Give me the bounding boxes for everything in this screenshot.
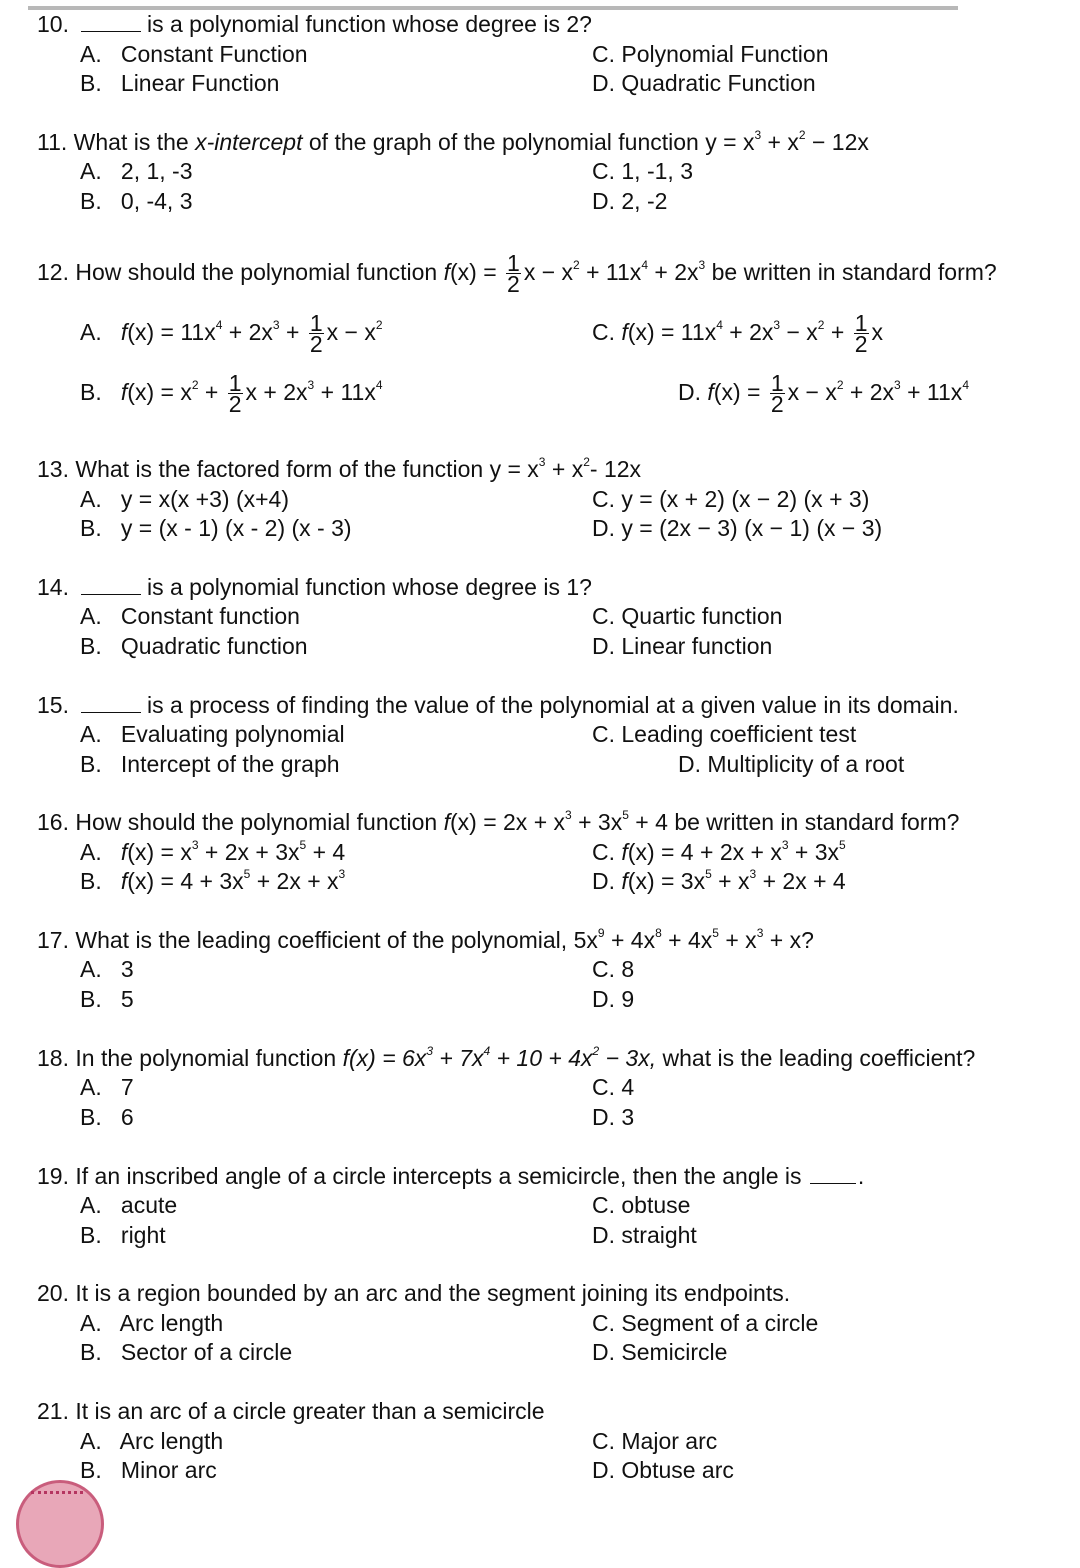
choice-11-c[interactable]: C. 1, -1, 3 xyxy=(592,158,693,184)
question-16: 16. How should the polynomial function $f(x) = 2x + x^3 + 3x^5 + 4$ be written in standard form? xyxy=(37,808,960,835)
question-number: 10. xyxy=(37,11,69,37)
question-17: 17. What is the leading coefficient of the polynomial, $5x^9 + 4x^8 + 4x^5 + x^3 + x$? xyxy=(37,926,814,953)
choice-16-b[interactable]: B. $f(x) = 4 + 3x^5 + 2x + x^3$ xyxy=(80,867,346,894)
choice-17-a[interactable]: A. 3 xyxy=(80,956,134,982)
question-12: 12. How should the polynomial function f(x) = $\frac{1}{2}$ $x - x^2 + 11x^4 + 2x^3$ be written in standard form? xyxy=(37,250,997,298)
choice-12-a[interactable]: A. $f(x) = 11x^4 + 2x^3$ + $\frac{1}{2}$ $x - x^2$ xyxy=(80,310,383,358)
choice-10-b[interactable]: B. Linear Function xyxy=(80,70,280,96)
question-19: 19. If an inscribed angle of a circle intercepts a semicircle, then the angle is . xyxy=(37,1163,865,1189)
choice-11-d[interactable]: D. 2, -2 xyxy=(592,188,668,214)
choice-20-a[interactable]: A. Arc length xyxy=(80,1310,224,1336)
choice-11-a[interactable]: A. 2, 1, -3 xyxy=(80,158,193,184)
choice-20-c[interactable]: C. Segment of a circle xyxy=(592,1310,819,1336)
choice-14-c[interactable]: C. Quartic function xyxy=(592,603,783,629)
choice-13-d[interactable]: D. y = (2x − 3) (x − 1) (x − 3) xyxy=(592,515,883,541)
choice-18-d[interactable]: D. 3 xyxy=(592,1104,635,1130)
choice-12-b[interactable]: B. $f(x) = x^2$ + $\frac{1}{2}$ $x + 2x^3 + 11x^4$ xyxy=(80,370,383,418)
choice-16-d[interactable]: D. $f(x) = 3x^5 + x^3 + 2x + 4$ xyxy=(592,867,846,894)
question-15: 15. is a process of finding the value of the polynomial at a given value in its domain. xyxy=(37,692,959,718)
choice-18-a[interactable]: A. 7 xyxy=(80,1074,134,1100)
choice-20-d[interactable]: D. Semicircle xyxy=(592,1339,728,1365)
choice-21-a[interactable]: A. Arc length xyxy=(80,1428,224,1454)
choice-17-d[interactable]: D. 9 xyxy=(592,986,635,1012)
choice-13-b[interactable]: B. y = (x - 1) (x - 2) (x - 3) xyxy=(80,515,352,541)
choice-16-a[interactable]: A. $f(x) = x^3 + 2x + 3x^5 + 4$ xyxy=(80,838,346,865)
choice-11-b[interactable]: B. 0, -4, 3 xyxy=(80,188,193,214)
choice-12-d[interactable]: D. f(x) = $\frac{1}{2}$ $x - x^2 + 2x^3 + 11x^4$ xyxy=(678,370,969,418)
choice-14-b[interactable]: B. Quadratic function xyxy=(80,633,308,659)
choice-19-a[interactable]: A. acute xyxy=(80,1192,178,1218)
question-11: 11. What is the x-intercept of the graph of the polynomial function $y = x^3 + x^2 - 12x$ xyxy=(37,128,869,155)
choice-21-b[interactable]: B. Minor arc xyxy=(80,1457,217,1483)
school-seal-icon xyxy=(16,1480,104,1568)
question-18: 18. In the polynomial function $f(x) = 6x^3 + 7x^4 + 10 + 4x^2 - 3x$, what is the leading coefficient? xyxy=(37,1044,976,1071)
question-20: 20. It is a region bounded by an arc and the segment joining its endpoints. xyxy=(37,1280,791,1306)
choice-18-c[interactable]: C. 4 xyxy=(592,1074,635,1100)
choice-14-d[interactable]: D. Linear function xyxy=(592,633,773,659)
choice-10-d[interactable]: D. Quadratic Function xyxy=(592,70,816,96)
question-21: 21. It is an arc of a circle greater than a semicircle xyxy=(37,1398,545,1424)
choice-19-c[interactable]: C. obtuse xyxy=(592,1192,691,1218)
choice-15-b[interactable]: B. Intercept of the graph xyxy=(80,751,340,777)
choice-15-a[interactable]: A. Evaluating polynomial xyxy=(80,721,345,747)
question-text: is a polynomial function whose degree is 2? xyxy=(146,11,592,37)
choice-19-d[interactable]: D. straight xyxy=(592,1222,697,1248)
choice-10-a[interactable]: A. Constant Function xyxy=(80,41,308,67)
choice-18-b[interactable]: B. 6 xyxy=(80,1104,134,1130)
choice-19-b[interactable]: B. right xyxy=(80,1222,166,1248)
answer-blank xyxy=(81,31,141,32)
choice-13-a[interactable]: A. y = x(x +3) (x+4) xyxy=(80,486,289,512)
question-14: 14. is a polynomial function whose degree is 1? xyxy=(37,574,592,600)
question-10 xyxy=(37,10,592,38)
choice-15-d[interactable]: D. Multiplicity of a root xyxy=(678,751,905,777)
choice-17-b[interactable]: B. 5 xyxy=(80,986,134,1012)
choice-16-c[interactable]: C. $f(x) = 4 + 2x + x^3 + 3x^5$ xyxy=(592,838,846,865)
choice-20-b[interactable]: B. Sector of a circle xyxy=(80,1339,293,1365)
choice-12-c[interactable]: C. $f(x) = 11x^4 + 2x^3 - x^2$ + $\frac{1}{2}$ x xyxy=(592,310,883,358)
choice-21-d[interactable]: D. Obtuse arc xyxy=(592,1457,734,1483)
question-13: 13. What is the factored form of the function $y = x^3 + x^2-$ 12x xyxy=(37,455,642,482)
choice-10-c[interactable]: C. Polynomial Function xyxy=(592,41,829,67)
choice-13-c[interactable]: C. y = (x + 2) (x − 2) (x + 3) xyxy=(592,486,870,512)
choice-17-c[interactable]: C. 8 xyxy=(592,956,635,982)
choice-15-c[interactable]: C. Leading coefficient test xyxy=(592,721,857,747)
choice-21-c[interactable]: C. Major arc xyxy=(592,1428,718,1454)
choice-14-a[interactable]: A. Constant function xyxy=(80,603,300,629)
